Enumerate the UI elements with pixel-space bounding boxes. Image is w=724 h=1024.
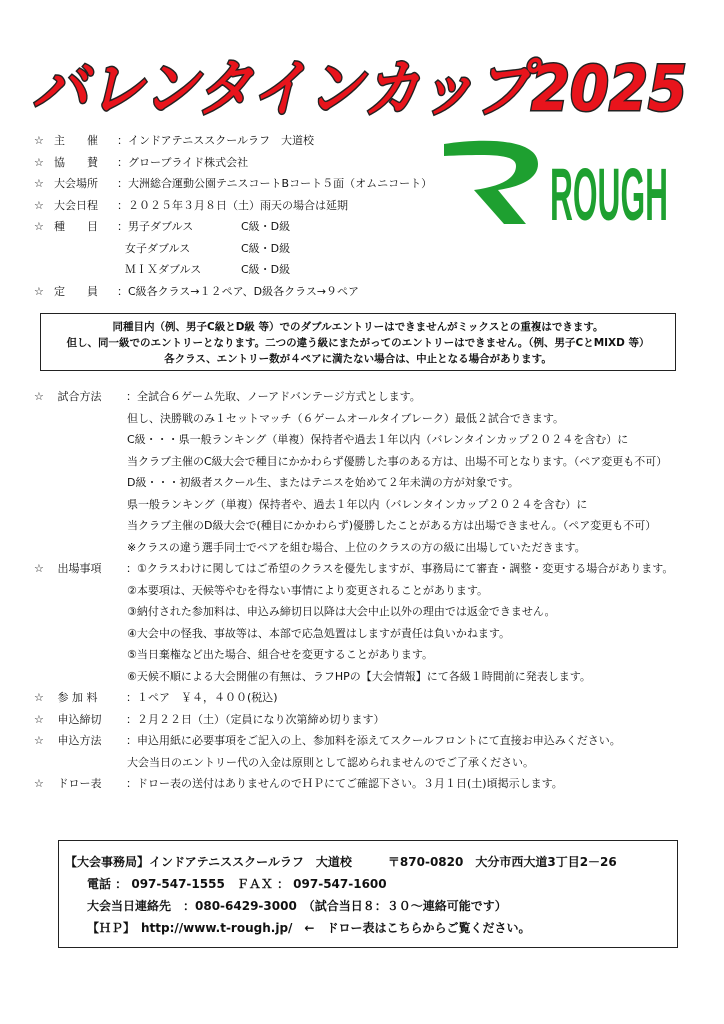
capacity-label: 定 員	[54, 284, 98, 298]
event-name: 女子ダブルス	[125, 241, 191, 255]
fee-label: 参 加 料	[57, 691, 98, 704]
draw-row	[34, 773, 673, 795]
host-label: 主 催	[54, 134, 98, 147]
notice-line: 各クラス、エントリー数が４ペアに満たない場合は、中止となる場合があります。	[164, 353, 552, 365]
entry-line: ⑥天候不順による大会開催の有無は、ラフHPの【大会情報】にて各級１時間前に発表します。	[127, 669, 591, 683]
venue-row	[34, 173, 432, 195]
apply-line: 大会当日のエントリー代の入金は原則として認められませんのでご了承ください。	[127, 755, 534, 769]
star-icon: ☆	[34, 562, 44, 575]
office-line: 【大会事務局】インドアテニススクールラフ 大道校 〒870-0820 大分市西大道3丁目2－26	[65, 855, 617, 869]
match-line: ※クラスの違う選手同士でペアを組む場合、上位のクラスの方の級に出場していただきます。	[127, 540, 586, 554]
homepage-link[interactable]: 【ＨＰ】 http://www.t-rough.jp/ ← ドロー表はこちらからご覧ください。	[87, 921, 531, 935]
entry-line: ③納付された参加料は、申込み締切日以降は大会中止以外の理由では返金できません。	[127, 605, 556, 618]
entry-value: ：①クラスわけに関してはご希望のクラスを優先しますが、事務局にて審査・調整・変更する場合があります。	[126, 562, 674, 575]
notice-line: 同種目内（例、男子C級とD級 等）でのダブルエントリーはできませんがミックスとの重複はできます。	[112, 321, 604, 333]
match-line: 但し、決勝戦のみ１セットマッチ（６ゲームオールタイブレーク）最低２試合できます。	[127, 411, 565, 425]
host-value: ：インドアテニススクールラフ 大道校	[117, 134, 315, 147]
capacity-row	[34, 281, 432, 303]
host-row	[34, 130, 432, 152]
contact-box	[58, 840, 678, 948]
sponsor-label: 協 賛	[54, 155, 98, 169]
venue-label: 大会場所	[54, 177, 98, 190]
apply-row	[34, 730, 673, 752]
draw-value: ：ドロー表の送付はありませんのでＨＰにてご確認下さい。３月１日(土)頃掲示します。	[126, 777, 563, 790]
star-icon: ☆	[34, 284, 44, 298]
star-icon: ☆	[34, 198, 44, 212]
apply-value: ：申込用紙に必要事項をご記入の上、参加料を添えてスクールフロントにて直接お申込みください。	[126, 734, 621, 747]
event-name: ＭＩＸダブルス	[125, 263, 202, 276]
rules-section	[34, 386, 673, 795]
logo-text: ROUGH	[550, 153, 668, 228]
events-row	[34, 238, 432, 260]
capacity-value: ：C級各クラス→１２ペア、D級各クラス→９ペア	[117, 284, 360, 298]
match-label: 試合方法	[57, 390, 102, 403]
match-line: C級・・・県一般ランキング（単複）保持者や過去１年以内（バレンタインカップ２０２４を含む）に	[127, 433, 629, 446]
star-icon: ☆	[34, 177, 44, 190]
venue-value: ：大洲総合運動公園テニスコートBコート５面（オムニコート）	[117, 177, 433, 190]
date-label: 大会日程	[54, 198, 98, 212]
star-icon: ☆	[34, 155, 44, 169]
notice-line: 但し、同一級でのエントリーとなります。二つの違う級にまたがってのエントリーはできません。（例、男子CとMIXD 等）	[66, 337, 650, 349]
sponsor-value: ：グローブライド株式会社	[117, 155, 249, 169]
match-line: D級・・・初級者スクール生、またはテニスを始めて２年未満の方が対象です。	[127, 476, 519, 489]
draw-label: ドロー表	[57, 777, 102, 790]
event-name: ：男子ダブルス	[117, 220, 194, 233]
entry-notice-box	[40, 313, 676, 371]
match-line: 県一般ランキング（単複）保持者や、過去１年以内（バレンタインカップ２０２４を含む）に	[127, 497, 588, 511]
date-value: ：２０２５年３月８日（土）雨天の場合は延期	[117, 198, 348, 212]
event-grade: C級・D級	[241, 241, 291, 255]
event-grade: C級・D級	[241, 220, 291, 233]
date-row	[34, 195, 432, 217]
match-value: ：全試合６ゲーム先取、ノーアドバンテージ方式とします。	[126, 390, 421, 403]
star-icon: ☆	[34, 712, 44, 726]
events-row	[34, 216, 432, 238]
phone-fax-line: 電話 ： 097-547-1555 ＦＡＸ ： 097-547-1600	[87, 877, 387, 891]
star-icon: ☆	[34, 691, 44, 704]
entry-line: ②本要項は、天候等やむを得ない事情により変更されることがあります。	[127, 583, 488, 597]
page-title	[26, 44, 696, 124]
star-icon: ☆	[34, 777, 44, 790]
deadline-row	[34, 709, 673, 731]
match-line: 当クラブ主催のC級大会で種目にかかわらず優勝した事のある方は、出場不可となります。（ペア変更も不可）	[127, 454, 668, 468]
match-row	[34, 386, 673, 408]
fee-value: ：１ペア ￥４，４００(税込)	[126, 691, 278, 704]
star-icon: ☆	[34, 390, 44, 403]
sponsor-row	[34, 152, 432, 174]
day-contact-line[interactable]: 大会当日連絡先 ：080-6429-3000 （試合当日８：３０～連絡可能です）	[87, 899, 507, 913]
events-row	[34, 259, 432, 281]
apply-label: 申込方法	[57, 734, 102, 747]
deadline-label: 申込締切	[57, 712, 102, 726]
title-text: バレンタインカップ2025	[32, 52, 687, 124]
rough-logo	[442, 136, 670, 228]
deadline-value: ：２月２２日（土）（定員になり次第締め切ります）	[126, 712, 385, 726]
entry-line: ④大会中の怪我、事故等は、本部で応急処置はしますが責任は負いかねます。	[127, 626, 510, 640]
event-info	[34, 130, 432, 302]
events-label: 種 目	[54, 220, 98, 233]
star-icon: ☆	[34, 220, 44, 233]
entry-label: 出場事項	[57, 562, 102, 575]
star-icon: ☆	[34, 134, 44, 147]
match-line: 当クラブ主催のD級大会で(種目にかかわらず)優勝したことがある方は出場できません。（ペア変更も不可）	[127, 519, 657, 532]
entry-line: ⑤当日棄権など出た場合、組合せを変更することがあります。	[127, 648, 433, 661]
event-grade: C級・D級	[241, 263, 291, 276]
entry-row	[34, 558, 673, 580]
star-icon: ☆	[34, 734, 44, 747]
fee-row	[34, 687, 673, 709]
